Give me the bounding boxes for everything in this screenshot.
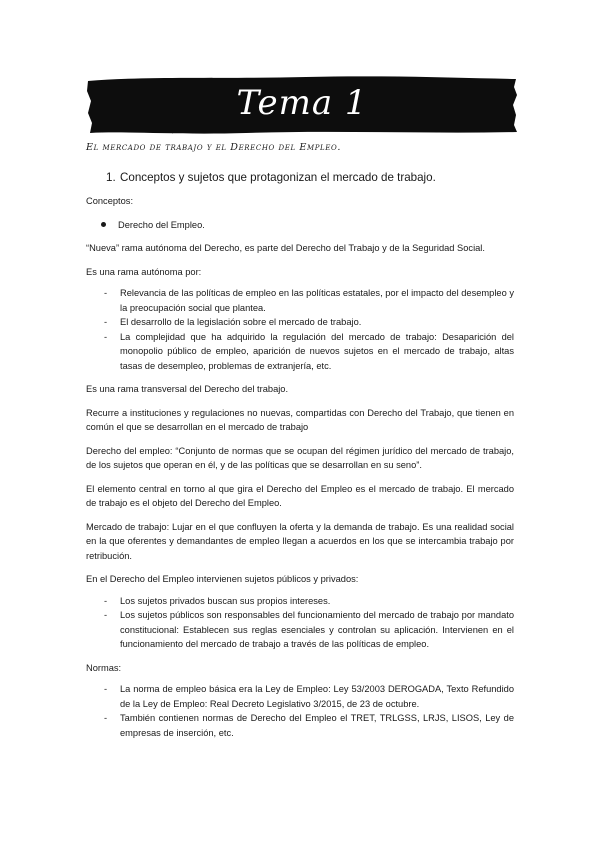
- bullet-label: Derecho del Empleo.: [118, 219, 205, 230]
- page-title: Tema 1: [236, 83, 368, 123]
- list-item: [86, 330, 514, 374]
- list-item: [86, 711, 514, 740]
- list-item: [86, 286, 514, 315]
- dash-marker: -: [104, 713, 108, 723]
- paragraph-elemento-central: El elemento central en torno al que gira el Derecho del Empleo es el mercado de trabajo. El mercado de trabajo es el objeto del Derecho del Empleo.: [86, 483, 514, 508]
- document-body: [86, 141, 514, 740]
- paragraph-rama-autonoma: Es una rama autónoma por:: [86, 266, 202, 277]
- paragraph-transversal: Es una rama transversal del Derecho del trabajo.: [86, 384, 289, 394]
- bullet-item: [100, 218, 514, 233]
- section-heading: [106, 171, 514, 186]
- paragraph-definicion: Derecho del empleo: “Conjunto de normas que se ocupan del régimen jurídico del mercado de trabajo, de los sujetos que operan en él, y de las políticas que se desarrollan en su seno”.: [86, 445, 514, 470]
- bullet-icon: [100, 218, 110, 228]
- list-item: [86, 608, 514, 652]
- paragraph-normas: Normas:: [86, 662, 122, 673]
- list-item-text: La complejidad que ha adquirido la regulación del mercado de trabajo: Desaparición del monopolio público de empleo, aparición de nuevos sujetos en el mercado de trabajo, altas tasas de desempleo, problemas de extranjería, etc.: [120, 331, 514, 371]
- list-item: [86, 315, 514, 330]
- document-subtitle: El mercado de trabajo y el Derecho del Empleo.: [86, 142, 341, 153]
- paragraph-sujetos: En el Derecho del Empleo intervienen sujetos públicos y privados:: [86, 574, 359, 584]
- title-banner: [86, 75, 518, 135]
- dash-marker: -: [104, 595, 108, 606]
- paragraph-recurre: Recurre a instituciones y regulaciones no nuevas, compartidas con Derecho del Trabajo, que tienen en común el que se desarrollan en el mercado de trabajo: [86, 407, 514, 432]
- list-item-text: Relevancia de las políticas de empleo en las políticas estatales, por el impacto del desempleo y la preocupación social que plantea.: [120, 288, 514, 313]
- list-item-text: La norma de empleo básica era la Ley de Empleo: Ley 53/2003 DEROGADA, Texto Refundido de la Ley de Empleo: Real Decreto Legislativo 3/2015, de 23 de octubre.: [120, 684, 514, 709]
- list-item: [86, 682, 514, 711]
- dash-marker: -: [104, 331, 108, 342]
- dash-marker: -: [104, 317, 108, 327]
- list-item-text: También contienen normas de Derecho del Empleo el TRET, TRLGSS, LRJS, LISOS, Ley de empresas de inserción, etc.: [120, 713, 514, 738]
- dash-marker: -: [104, 288, 108, 298]
- paragraph-nueva: “Nueva” rama autónoma del Derecho, es parte del Derecho del Trabajo y de la Seguridad Social.: [86, 243, 485, 253]
- list-autonomia: [86, 286, 514, 373]
- paragraph-conceptos: Conceptos:: [86, 196, 134, 206]
- list-item-text: Los sujetos públicos son responsables del funcionamiento del mercado de trabajo por mandato constitucional: Establecen sus reglas esenciales y controlan su aplicación. Intervienen en el funcionamiento del mercado de trabajo a través de las políticas de empleo.: [120, 610, 514, 649]
- dash-marker: -: [104, 610, 108, 620]
- list-item: [86, 594, 514, 609]
- list-normas: [86, 682, 514, 740]
- list-sujetos: [86, 594, 514, 652]
- dash-marker: -: [104, 684, 108, 694]
- list-item-text: El desarrollo de la legislación sobre el mercado de trabajo.: [120, 317, 362, 327]
- section-title: Conceptos y sujetos que protagonizan el mercado de trabajo.: [120, 170, 436, 184]
- list-item-text: Los sujetos privados buscan sus propios intereses.: [120, 595, 331, 606]
- section-number: 1.: [106, 170, 116, 184]
- paragraph-mercado-trabajo: Mercado de trabajo: Lujar en el que confluyen la oferta y la demanda de trabajo. Es una realidad social en la que oferentes y demandantes de empleo llegan a acuerdos en los que se intercambia trabajo por retribución.: [86, 521, 514, 561]
